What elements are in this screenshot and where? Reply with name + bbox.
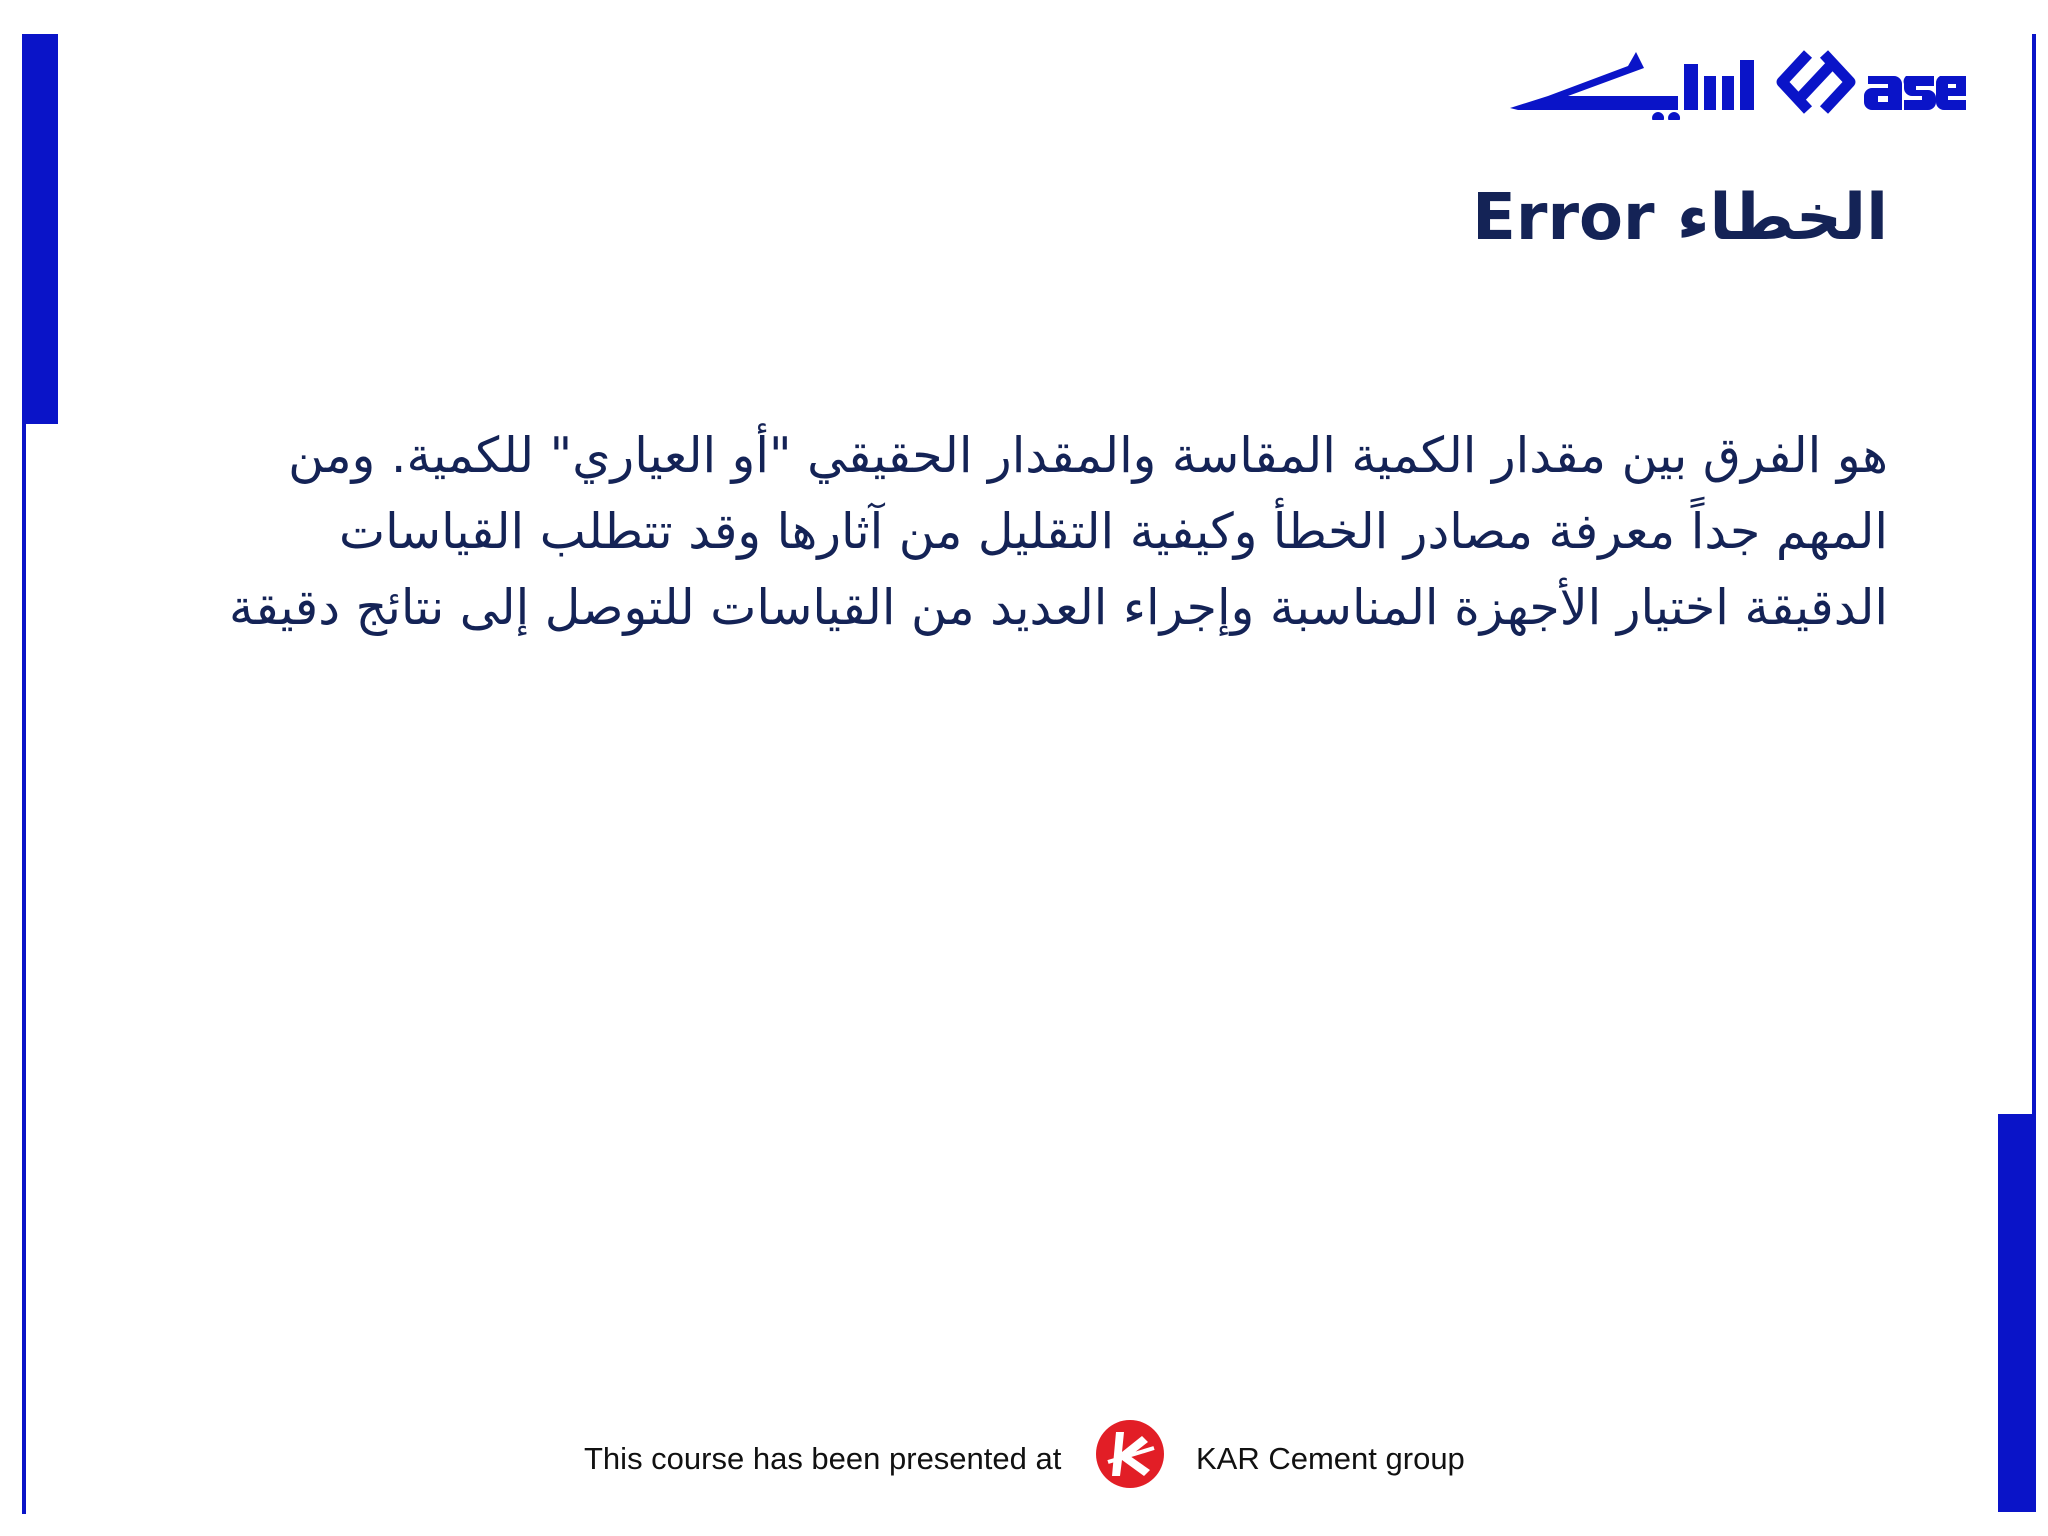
- slide-body-text: هو الفرق بين مقدار الكمية المقاسة والمقدار الحقيقي "أو العياري" للكمية. ومن المهم جداً معرفة مصادر الخطأ وكيفية التقليل من آثارها وقد تتطلب القياسات الدقيقة اختيار الأجهزة المناسبة وإجراء العديد من القياسات للتوصل إلى نتائج دقيقة: [228, 427, 1888, 636]
- footer-company-name: KAR Cement group: [1196, 1441, 1465, 1476]
- left-accent-bar-thick: [22, 34, 58, 424]
- right-accent-bar-thick: [1998, 1114, 2034, 1512]
- left-accent-bar-thin: [22, 36, 26, 1514]
- kar-logo-icon: [1094, 1418, 1166, 1490]
- asec-logo-icon: [1508, 46, 1976, 120]
- footer-presented-text: This course has been presented at: [584, 1441, 1062, 1476]
- slide-title: الخطاء Error: [1472, 181, 1888, 255]
